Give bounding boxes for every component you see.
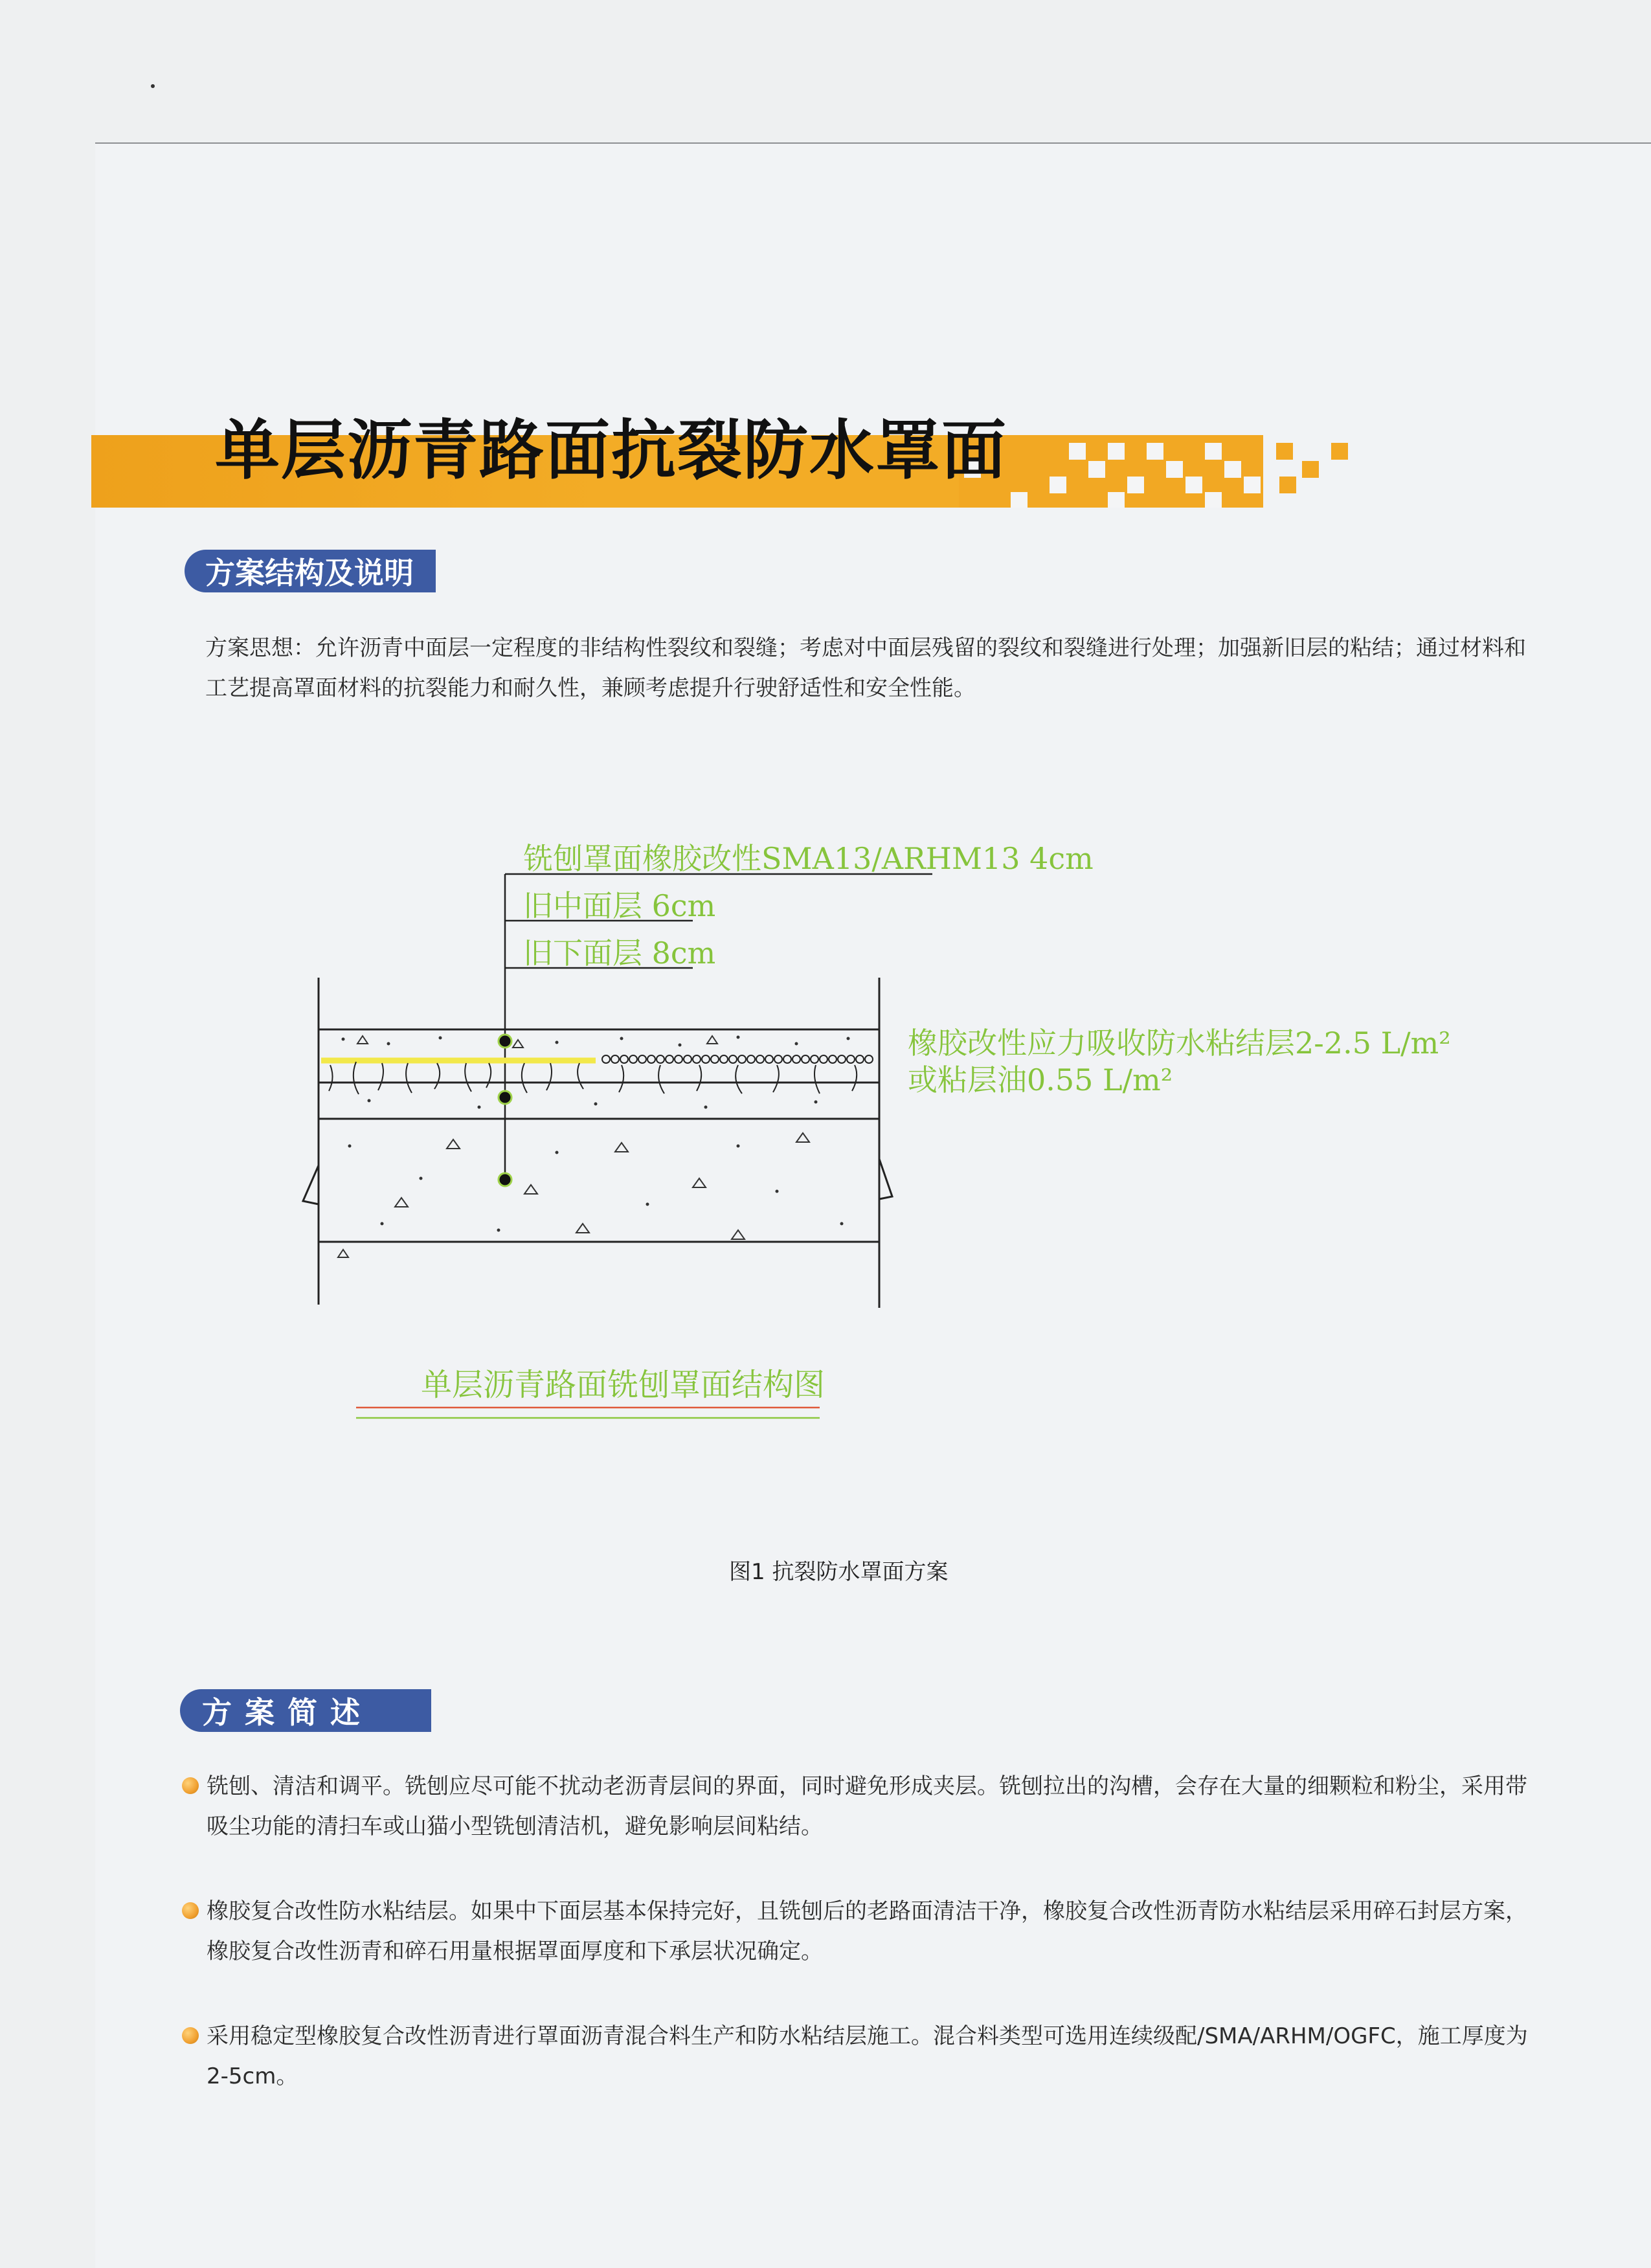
label-bond-layer: 橡胶改性应力吸收防水粘结层2-2.5 L/m²: [908, 1026, 1451, 1061]
label-overlay-layer: 铣刨罩面橡胶改性SMA13/ARHM13 4cm: [523, 841, 1094, 876]
label-old-lower-layer: 旧下面层 8cm: [523, 936, 716, 971]
scheme-description: 方案思想：允许沥青中面层一定程度的非结构性裂纹和裂缝；考虑对中面层残留的裂纹和裂缝进行处理；加强新旧层的粘结；通过材料和工艺提高罩面材料的抗裂能力和耐久性，兼顾考虑提升行驶舒适性和安全性能。: [205, 635, 1526, 701]
list-item-text: 橡胶复合改性防水粘结层。如果中下面层基本保持完好，且铣刨后的老路面清洁干净，橡胶复合改性沥青防水粘结层采用碎石封层方案，橡胶复合改性沥青和碎石用量根据罩面厚度和下承层状况确定。: [207, 1898, 1527, 1964]
list-item: [182, 1891, 1542, 1971]
bullet-icon: [182, 1777, 199, 1794]
list-item-text: 采用稳定型橡胶复合改性沥青进行罩面沥青混合料生产和防水粘结层施工。混合料类型可选用连续级配/SMA/ARHM/OGFC，施工厚度为2-5cm。: [207, 2023, 1528, 2089]
list-item-text: 铣刨、清洁和调平。铣刨应尽可能不扰动老沥青层间的界面，同时避免形成夹层。铣刨拉出的沟槽，会存在大量的细颗粒和粉尘，采用带吸尘功能的清扫车或山猫小型铣刨清洁机，避免影响层间粘结。: [207, 1773, 1527, 1839]
diagram-title-underline: [356, 1404, 820, 1423]
section-heading-summary: 方案简述: [180, 1689, 431, 1732]
page-title: 单层沥青路面抗裂防水罩面: [215, 412, 1007, 488]
diagram-title: 单层沥青路面铣刨罩面结构图: [421, 1367, 826, 1403]
figure-caption: 图1 抗裂防水罩面方案: [729, 1559, 949, 1585]
list-item: [182, 1766, 1542, 1847]
list-item: [182, 2016, 1542, 2096]
scan-speck: [151, 84, 155, 88]
section-heading-structure: 方案结构及说明: [185, 550, 436, 592]
label-tack-coat: 或粘层油0.55 L/m²: [908, 1062, 1173, 1097]
label-old-middle-layer: 旧中面层 6cm: [523, 888, 716, 923]
bullet-icon: [182, 1902, 199, 1919]
bullet-icon: [182, 2027, 199, 2044]
